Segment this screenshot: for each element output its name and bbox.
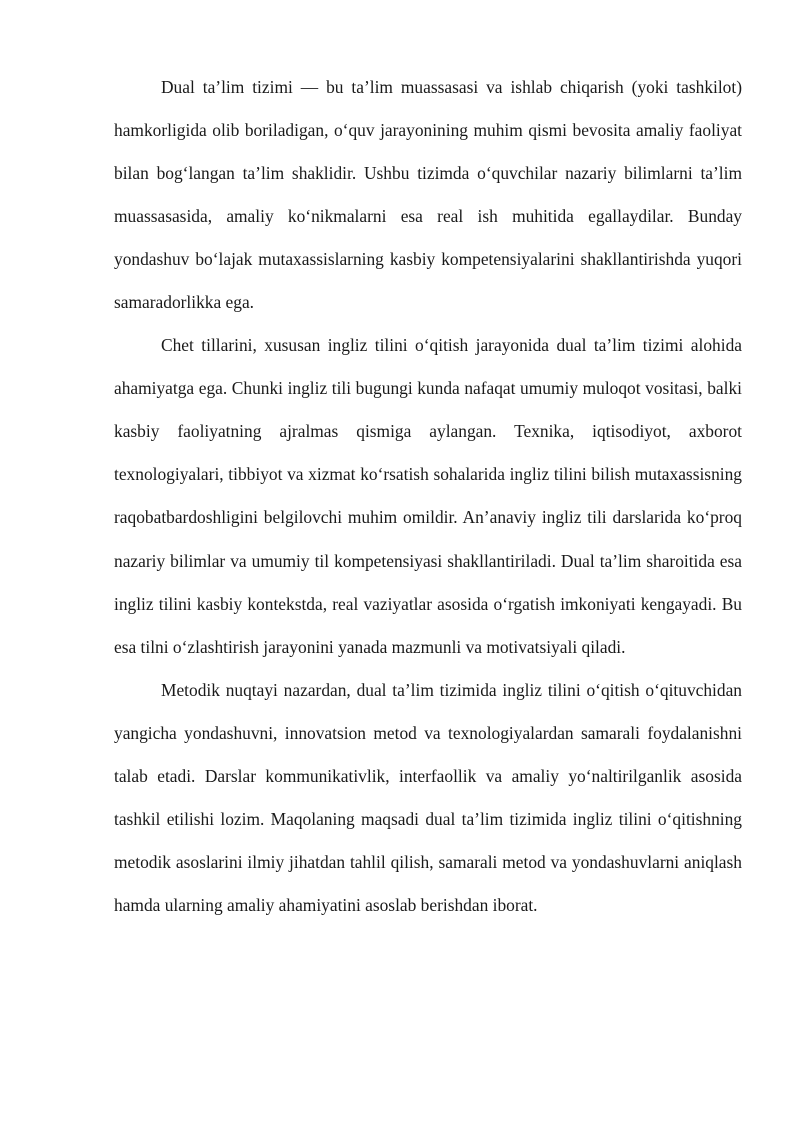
document-body: [114, 66, 742, 927]
paragraph-dual-education-definition: Dual ta’lim tizimi — bu ta’lim muassasasi va ishlab chiqarish (yoki tashkilot) hamkorligida olib boriladigan, o‘quv jarayonining muhim qismi bevosita amaliy faoliyat bilan bog‘langan ta’lim shaklidir. Ushbu tizimda o‘quvchilar nazariy bilimlarni ta’lim muassasasida, amaliy ko‘nikmalarni esa real ish muhitida egallaydilar. Bunday yondashuv bo‘lajak mutaxassislarning kasbiy kompetensiyalarini shakllantirishda yuqori samaradorlikka ega.: [114, 77, 742, 313]
paragraph-methodological-approach: Metodik nuqtayi nazardan, dual ta’lim tizimida ingliz tilini o‘qitish o‘qituvchidan yangicha yondashuvni, innovatsion metod va texnologiyalardan samarali foydalanishni talab etadi. Darslar kommunikativlik, interfaollik va amaliy yo‘naltirilganlik asosida tashkil etilishi lozim. Maqolaning maqsadi dual ta’lim tizimida ingliz tilini o‘qitishning metodik asoslarini ilmiy jihatdan tahlil qilish, samarali metod va yondashuvlarni aniqlash hamda ularning amaliy ahamiyatini asoslab berishdan iborat.: [114, 679, 742, 915]
paragraph-english-teaching-importance: Chet tillarini, xususan ingliz tilini o‘qitish jarayonida dual ta’lim tizimi alohida ahamiyatga ega. Chunki ingliz tili bugungi kunda nafaqat umumiy muloqot vositasi, balki kasbiy faoliyatning ajralmas qismiga aylangan. Texnika, iqtisodiyot, axborot texnologiyalari, tibbiyot va xizmat ko‘rsatish sohalarida ingliz tilini bilish mutaxassisning raqobatbardoshligini belgilovchi muhim omildir. An’anaviy ingliz tili darslarida ko‘proq nazariy bilimlar va umumiy til kompetensiyasi shakllantiriladi. Dual ta’lim sharoitida esa ingliz tilini kasbiy kontekstda, real vaziyatlar asosida o‘rgatish imkoniyati kengayadi. Bu esa tilni o‘zlashtirish jarayonini yanada mazmunli va motivatsiyali qiladi.: [114, 335, 742, 657]
